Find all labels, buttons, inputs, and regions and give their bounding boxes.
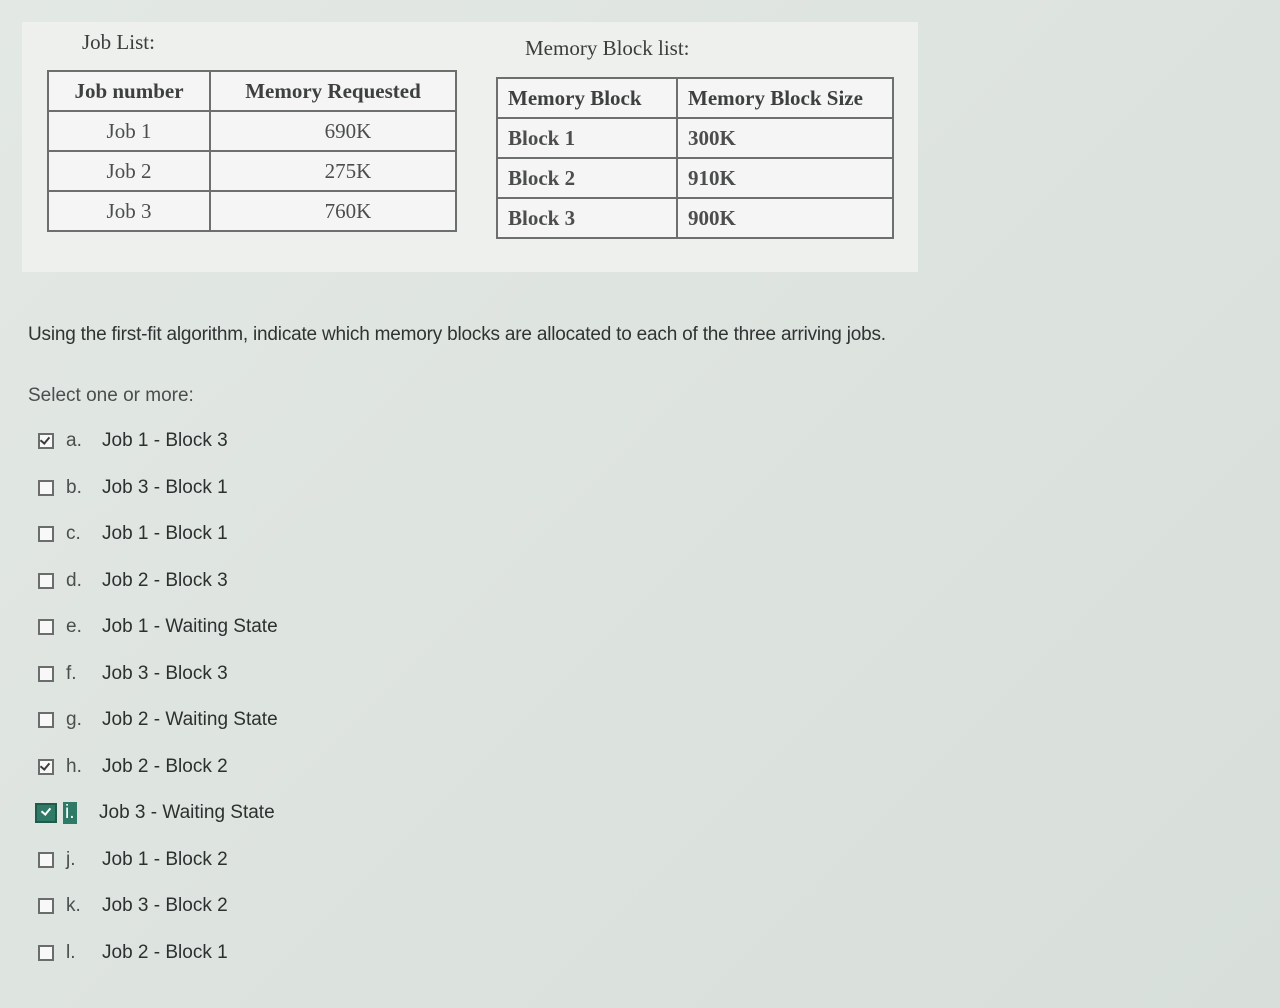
option-label[interactable]: Job 1 - Waiting State [102, 616, 278, 638]
table-row [48, 151, 456, 191]
checkbox-unchecked[interactable] [38, 619, 54, 635]
option-letter: h. [66, 755, 82, 777]
checkbox-unchecked[interactable] [38, 852, 54, 868]
table-cell: Job 2 [48, 151, 210, 191]
option-letter: f. [66, 662, 77, 684]
checkbox-checked[interactable] [38, 433, 54, 449]
table-row [497, 158, 893, 198]
option-letter: i. [63, 802, 77, 824]
option-letter: b. [66, 476, 82, 498]
table-header-cell: Memory Requested [210, 71, 456, 111]
answer-option-g[interactable] [38, 697, 438, 744]
option-letter: e. [66, 616, 82, 638]
option-letter: d. [66, 569, 82, 591]
table-cell: 275K [210, 151, 456, 191]
table-header-cell: Memory Block Size [677, 78, 893, 118]
option-letter: k. [66, 895, 81, 917]
table-row [48, 111, 456, 151]
table-row [497, 198, 893, 238]
table-cell: 690K [210, 111, 456, 151]
answer-option-j[interactable] [38, 837, 438, 884]
answer-option-b[interactable] [38, 465, 438, 512]
table-cell: Block 2 [497, 158, 677, 198]
table-row [497, 118, 893, 158]
checkbox-checked[interactable] [38, 759, 54, 775]
table-cell: Block 1 [497, 118, 677, 158]
answer-option-h[interactable] [38, 744, 438, 791]
option-letter: j. [66, 848, 76, 870]
option-label[interactable]: Job 2 - Waiting State [102, 709, 278, 731]
select-prompt: Select one or more: [28, 385, 194, 406]
checkbox-unchecked[interactable] [38, 526, 54, 542]
option-letter: g. [66, 709, 82, 731]
answer-option-e[interactable] [38, 604, 438, 651]
option-label[interactable]: Job 2 - Block 3 [102, 569, 228, 591]
table-cell: 760K [210, 191, 456, 231]
checkbox-unchecked[interactable] [38, 666, 54, 682]
memory-block-table [496, 77, 894, 239]
answer-option-d[interactable] [38, 558, 438, 605]
answer-option-l[interactable] [38, 930, 438, 977]
table-cell: Job 1 [48, 111, 210, 151]
option-label[interactable]: Job 3 - Block 2 [102, 895, 228, 917]
option-letter: l. [66, 941, 76, 963]
option-label[interactable]: Job 3 - Block 3 [102, 662, 228, 684]
memory-block-list-caption: Memory Block list: [525, 36, 690, 60]
table-header-cell: Memory Block [497, 78, 677, 118]
tables-image [22, 22, 918, 272]
checkbox-unchecked[interactable] [38, 480, 54, 496]
answer-option-k[interactable] [38, 883, 438, 930]
checkbox-unchecked[interactable] [38, 573, 54, 589]
answer-option-f[interactable] [38, 651, 438, 698]
option-label[interactable]: Job 2 - Block 2 [102, 755, 228, 777]
option-letter: a. [66, 430, 82, 452]
table-header-cell: Job number [48, 71, 210, 111]
option-label[interactable]: Job 1 - Block 2 [102, 848, 228, 870]
table-cell: 300K [677, 118, 893, 158]
table-cell: 910K [677, 158, 893, 198]
table-header-row [48, 71, 456, 111]
job-list-caption: Job List: [82, 30, 155, 54]
checkbox-checked-focused[interactable] [35, 803, 57, 823]
option-label[interactable]: Job 2 - Block 1 [102, 941, 228, 963]
checkbox-unchecked[interactable] [38, 712, 54, 728]
table-cell: 900K [677, 198, 893, 238]
table-cell: Job 3 [48, 191, 210, 231]
answer-options [38, 418, 438, 976]
job-list-table [47, 70, 457, 232]
table-row [48, 191, 456, 231]
checkbox-unchecked[interactable] [38, 898, 54, 914]
option-label[interactable]: Job 3 - Block 1 [102, 476, 228, 498]
answer-option-a[interactable] [38, 418, 438, 465]
option-label[interactable]: Job 3 - Waiting State [99, 802, 275, 824]
answer-option-i[interactable] [38, 790, 438, 837]
question-text: Using the first-fit algorithm, indicate which memory blocks are allocated to each of the three arriving jobs. [28, 324, 886, 345]
table-header-row [497, 78, 893, 118]
table-cell: Block 3 [497, 198, 677, 238]
checkbox-unchecked[interactable] [38, 945, 54, 961]
option-label[interactable]: Job 1 - Block 3 [102, 430, 228, 452]
option-letter: c. [66, 523, 81, 545]
option-label[interactable]: Job 1 - Block 1 [102, 523, 228, 545]
answer-option-c[interactable] [38, 511, 438, 558]
